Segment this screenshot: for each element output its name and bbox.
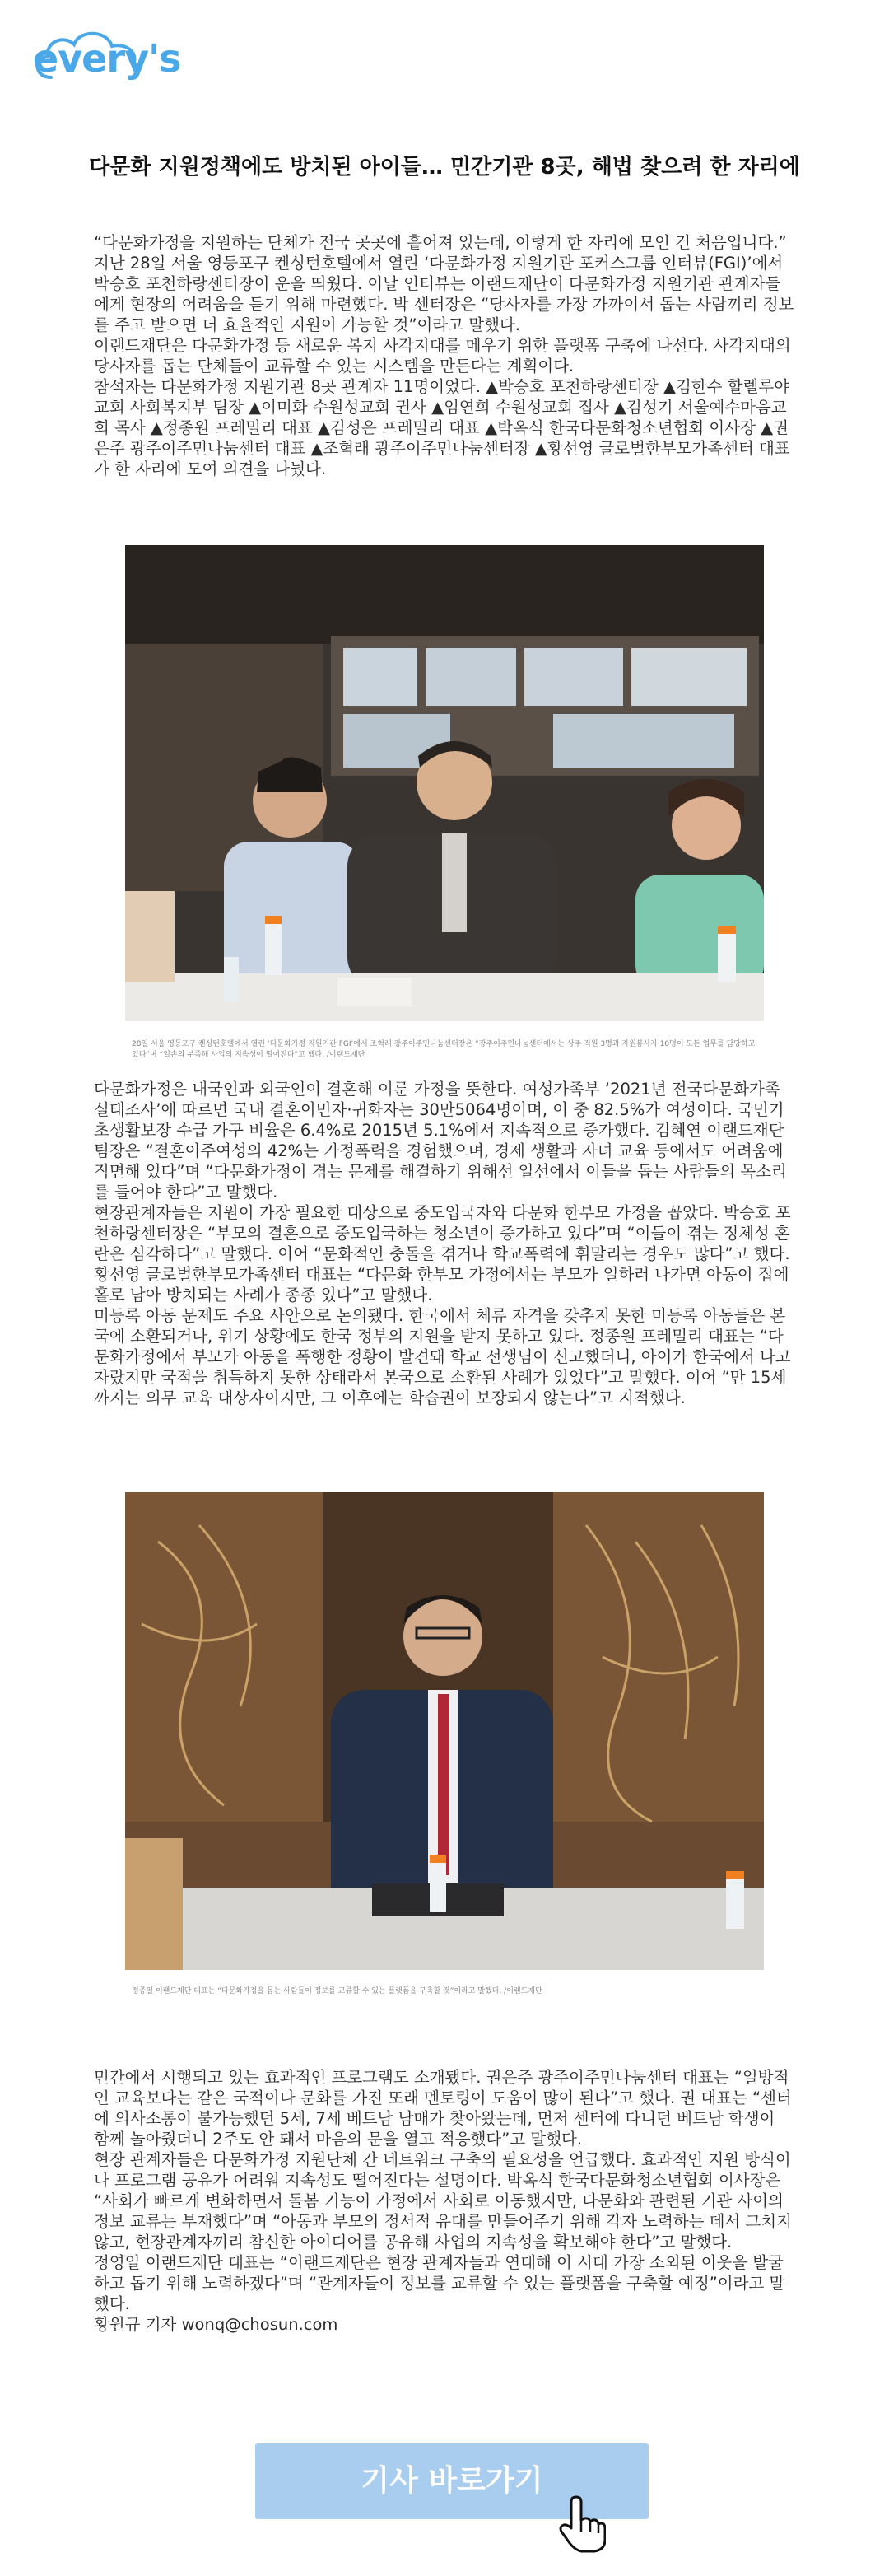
go-to-article-button[interactable]: 기사 바로가기 bbox=[255, 2443, 649, 2519]
paragraph: 현장관계자들은 지원이 가장 필요한 대상으로 중도입국자와 다문화 한부모 가정을 꼽았다. 박승호 포천하랑센터장은 “부모의 결혼으로 중도입국하는 청소년이 증가하고 있다”며 “이들이 겪는 정체성 혼란은 심각하다”고 말했다. 이어 “문화적인 충돌을 겪거나 학교폭력에 휘말리는 경우도 많다”고 했다. 황선영 글로벌한부모가족센터 대표는 “다문화 한부모 가정에서는 부모가 일하러 나가면 아동이 집에 홀로 남아 방치되는 사례가 종종 있다”고 말했다. bbox=[94, 1203, 791, 1304]
paragraph: 이랜드재단은 다문화가정 등 새로운 복지 사각지대를 메우기 위한 플랫폼 구축에 나선다. 사각지대의 당사자를 돕는 단체들이 교류할 수 있는 시스템을 만든다는 계획이다. bbox=[94, 336, 791, 376]
paragraph: 현장 관계자들은 다문화가정 지원단체 간 네트워크 구축의 필요성을 언급했다. 효과적인 지원 방식이나 프로그램 공유가 어려워 지속성도 떨어진다는 설명이다. 박옥식 한국다문화청소년협회 이사장은 “사회가 빠르게 변화하면서 돌봄 기능이 가정에서 사회로 이동했지만, 다문화와 관련된 기관 사이의 정보 교류는 부재했다”며 “아동과 부모의 정서적 유대를 만들어주기 위해 각자 노력하는 데서 그치지 않고, 현장관계자끼리 참신한 아이디어를 공유해 사업의 지속성을 확보해야 한다”고 말했다. bbox=[94, 2150, 793, 2252]
paragraph: 다문화가정은 내국인과 외국인이 결혼해 이룬 가정을 뜻한다. 여성가족부 ‘2021년 전국다문화가족실태조사’에 따르면 국내 결혼이민자·귀화자는 30만5064명이며, 이 중 82.5%가 여성이다. 국민기초생활보장 수급 가구 비율은 6.4%로 2015년 5.1%에서 지속적으로 증가했다. 김혜연 이랜드재단 팀장은 “결혼이주여성의 42%는 가정폭력을 경험했으며, 경제 생활과 자녀 교육 등에서도 어려움에 직면해 있다”며 “다문화가정이 겪는 문제를 해결하기 위해선 일선에서 이들을 돕는 사람들의 목소리를 들어야 한다”고 말했다. bbox=[94, 1080, 787, 1202]
article-photo-1 bbox=[125, 545, 764, 1021]
paragraph: 참석자는 다문화가정 지원기관 8곳 관계자 11명이었다. ▲박승호 포천하랑센터장 ▲김한수 할렐루야 교회 사회복지부 팀장 ▲이미화 수원성교회 권사 ▲임연희 수원성교회 집사 ▲김성기 서울예수마음교회 목사 ▲정종원 프레밀리 대표 ▲김성은 프레밀리 대표 ▲박옥식 한국다문화청소년협회 이사장 ▲권은주 광주이주민나눔센터 대표 ▲조혁래 광주이주민나눔센터장 ▲황선영 글로벌한부모가족센터 대표가 한 자리에 모여 의견을 나눴다. bbox=[94, 377, 790, 478]
paragraph: 지난 28일 서울 영등포구 켄싱턴호텔에서 열린 ‘다문화가정 지원기관 포커스그룹 인터뷰(FGI)’에서 박승호 포천하랑센터장이 운을 띄웠다. 이날 인터뷰는 이랜드재단이 다문화가정 지원기관 관계자들에게 현장의 어려움을 듣기 위해 마련했다. 박 센터장은 “당사자를 가장 가까이서 돕는 사람끼리 정보를 주고 받으면 더 효율적인 지원이 가능할 것”이라고 말했다. bbox=[94, 254, 794, 334]
article-title: 다문화 지원정책에도 방치된 아이들… 민간기관 8곳, 해법 찾으려 한 자리에 bbox=[89, 155, 800, 180]
article-photo-2 bbox=[125, 1492, 764, 1970]
photo-caption-1: 28일 서울 영등포구 켄싱턴호텔에서 열린 ‘다문화가정 지원기관 FGI’에서 조혁래 광주이주민나눔센터장은 “광주이주민나눔센터에서는 상주 직원 3명과 자원봉사자 10명이 모든 업무를 담당하고 있다”며 “일손의 부족해 사업의 지속성이 떨어진다”고 했다. /이랜드재단 bbox=[132, 1040, 756, 1059]
paragraph: 정영일 이랜드재단 대표는 “이랜드재단은 현장 관계자들과 연대해 이 시대 가장 소외된 이웃을 발굴하고 돕기 위해 노력하겠다”며 “관계자들이 정보를 교류할 수 있는 플랫폼을 구축할 예정”이라고 말했다. bbox=[94, 2253, 785, 2313]
article-body-section-1 bbox=[94, 232, 795, 479]
pointer-hand-icon bbox=[556, 2495, 606, 2553]
photo-caption-2: 정종일 이랜드재단 대표는 “다문화가정을 돕는 사람들이 정보를 교류할 수 있는 플랫폼을 구축할 것”이라고 말했다. /이랜드재단 bbox=[132, 1987, 542, 1995]
paragraph: 미등록 아동 문제도 주요 사안으로 논의됐다. 한국에서 체류 자격을 갖추지 못한 미등록 아동들은 본국에 소환되거나, 위기 상황에도 한국 정부의 지원을 받지 못하고 있다. 정종원 프레밀리 대표는 “다문화가정에서 부모가 아동을 폭행한 정황이 발견돼 학교 선생님이 신고했더니, 아이가 한국에서 나고 자랐지만 국적을 취득하지 못한 상태라서 본국으로 소환된 사례가 있었다”고 말했다. 이어 “만 15세까지는 의무 교육 대상자이지만, 그 이후에는 학습권이 보장되지 않는다”고 지적했다. bbox=[94, 1306, 791, 1407]
paragraph: 민간에서 시행되고 있는 효과적인 프로그램도 소개됐다. 권은주 광주이주민나눔센터 대표는 “일방적인 교육보다는 같은 국적이나 문화를 가진 또래 멘토링이 도움이 많이 된다”고 했다. 권 대표는 “센터에 의사소통이 불가능했던 5세, 7세 베트남 남매가 찾아왔는데, 먼저 센터에 다니던 베트남 학생이 함께 놀아줬더니 2주도 안 돼서 마음의 문을 열고 적응했다”고 말했다. bbox=[94, 2068, 792, 2149]
article-body-section-3 bbox=[94, 2067, 795, 2335]
article-body-section-2 bbox=[94, 1079, 795, 1408]
byline: 황원규 기자 wonq@chosun.com bbox=[94, 2315, 338, 2334]
paragraph: “다문화가정을 지원하는 단체가 전국 곳곳에 흩어져 있는데, 이렇게 한 자리에 모인 건 처음입니다.” bbox=[94, 233, 787, 252]
brand-logo[interactable]: every's bbox=[33, 36, 181, 81]
